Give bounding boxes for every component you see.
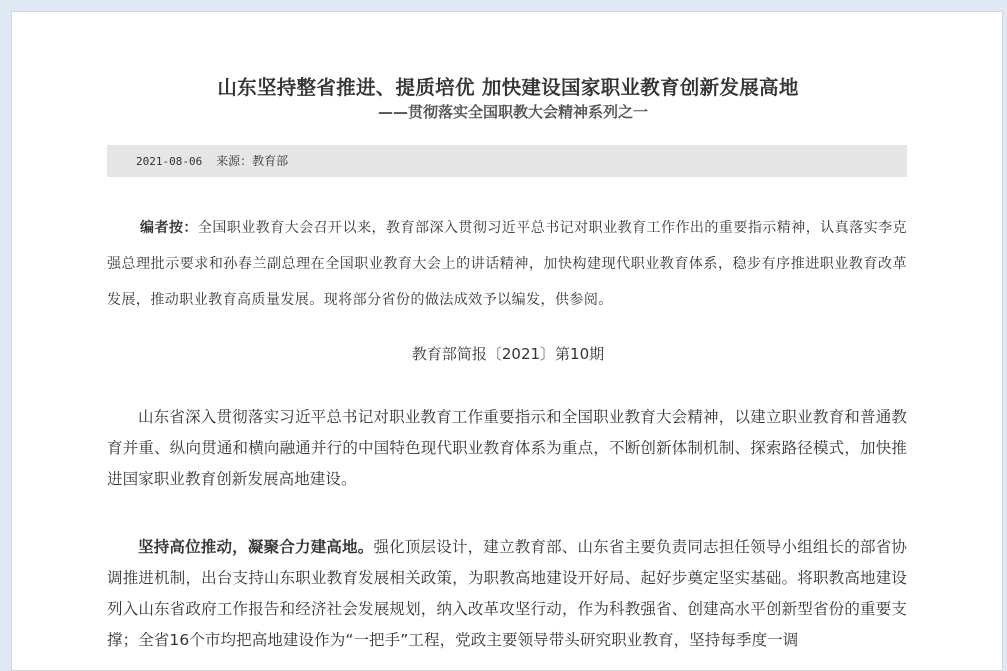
editor-note	[107, 210, 907, 318]
editor-note-label: 编者按：	[140, 220, 198, 236]
article-meta-bar	[107, 145, 907, 177]
paragraph-intro: 山东省深入贯彻落实习近平总书记对职业教育工作重要指示和全国职业教育大会精神，以建立职业教育和普通教育并重、纵向贯通和横向融通并行的中国特色现代职业教育体系为重点，不断创新体制机制、探索路径模式，加快推进国家职业教育创新发展高地建设。	[107, 408, 907, 488]
paragraph-high-level-push	[107, 532, 907, 656]
article-title: 山东坚持整省推进、提质培优 加快建设国家职业教育创新发展高地	[217, 76, 799, 99]
bulletin-issue: 教育部简报〔2021〕第10期	[411, 345, 605, 363]
publish-date: 2021-08-06	[136, 155, 203, 168]
article-source: 来源：教育部	[216, 154, 289, 168]
paragraph-body: 强化顶层设计，建立教育部、山东省主要负责同志担任领导小组组长的部省协调推进机制，出台支持山东职业教育发展相关政策，为职教高地建设开好局、起好步奠定坚实基础。将职教高地建设列入山东省政府工作报告和经济社会发展规划，纳入改革攻坚行动，作为科教强省、创建高水平创新型省份的重要支撑；全省16个市均把高地建设作为“一把手”工程，党政主要领导带头研究职业教育，坚持每季度一调	[107, 538, 907, 649]
editor-note-text: 全国职业教育大会召开以来，教育部深入贯彻习近平总书记对职业教育工作作出的重要指示精神，认真落实李克强总理批示要求和孙春兰副总理在全国职业教育大会上的讲话精神，加快构建现代职业教育体系，稳步有序推进职业教育改革发展，推动职业教育高质量发展。现将部分省份的做法成效予以编发，供参阅。	[107, 220, 907, 308]
article-subtitle: ——贯彻落实全国职教大会精神系列之一	[377, 103, 648, 121]
article-page	[11, 11, 1003, 671]
paragraph-heading: 坚持高位推动，凝聚合力建高地。	[138, 538, 374, 556]
